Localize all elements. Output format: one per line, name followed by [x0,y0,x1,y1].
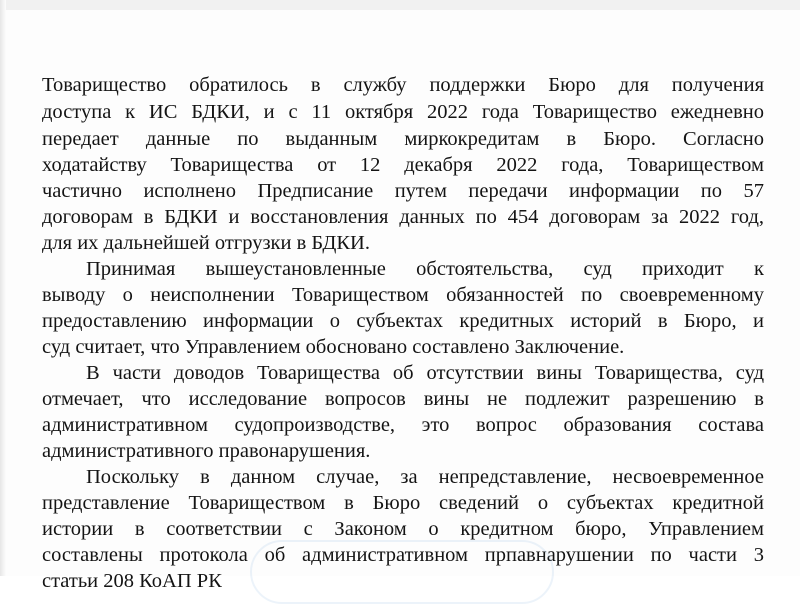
paragraph-line: составлены протокола об административном прпавнарушении по части 3 [42,544,764,566]
paragraph-line: В части доводов Товарищества об отсутствии вины Товарищества, суд [86,362,764,384]
paragraph-line: доступа к ИС БДКИ, и с 11 октября 2022 года Товарищество ежедневно [42,101,764,123]
page-top-edge [0,0,800,10]
paragraph-line: частично исполнено Предписание путем передачи информации по 57 [42,180,764,202]
paragraph-line: истории в соответствии с Законом о кредитном бюро, Управлением [42,518,764,540]
paragraph-line: административного правонарушения. [42,440,371,462]
paragraph-line: административном судопроизводстве, это вопрос образования состава [42,414,764,436]
paragraph-line: для их дальнейшей отгрузки в БДКИ. [42,232,370,254]
paragraph-line: предоставлению информации о субъектах кредитных историй в Бюро, и [42,310,764,332]
paragraph-line: отмечает, что исследование вопросов вины не подлежит разрешению в [42,388,764,410]
paragraph-line: статьи 208 КоАП РК [42,570,222,592]
paragraph-line: Принимая вышеустановленные обстоятельства, суд приходит к [86,258,764,280]
paragraph-line: суд считает, что Управлением обосновано составлено Заключение. [42,336,625,358]
paragraph-line: выводу о неисполнении Товариществом обязанностей по своевременному [42,284,764,306]
paragraph-line: представление Товариществом в Бюро сведений о субъектах кредитной [42,492,764,514]
paragraph-line: Поскольку в данном случае, за непредставление, несвоевременное [86,466,764,488]
paragraph-line: передает данные по выданным миркокредитам в Бюро. Согласно [42,128,764,150]
paragraph-line: договорам в БДКИ и восстановления данных по 454 договорам за 2022 год, [42,206,764,228]
paragraph-line: Товарищество обратилось в службу поддержки Бюро для получения [42,74,764,96]
paragraph-line: ходатайству Товарищества от 12 декабря 2022 года, Товариществом [42,154,764,176]
page-left-edge [0,0,6,576]
